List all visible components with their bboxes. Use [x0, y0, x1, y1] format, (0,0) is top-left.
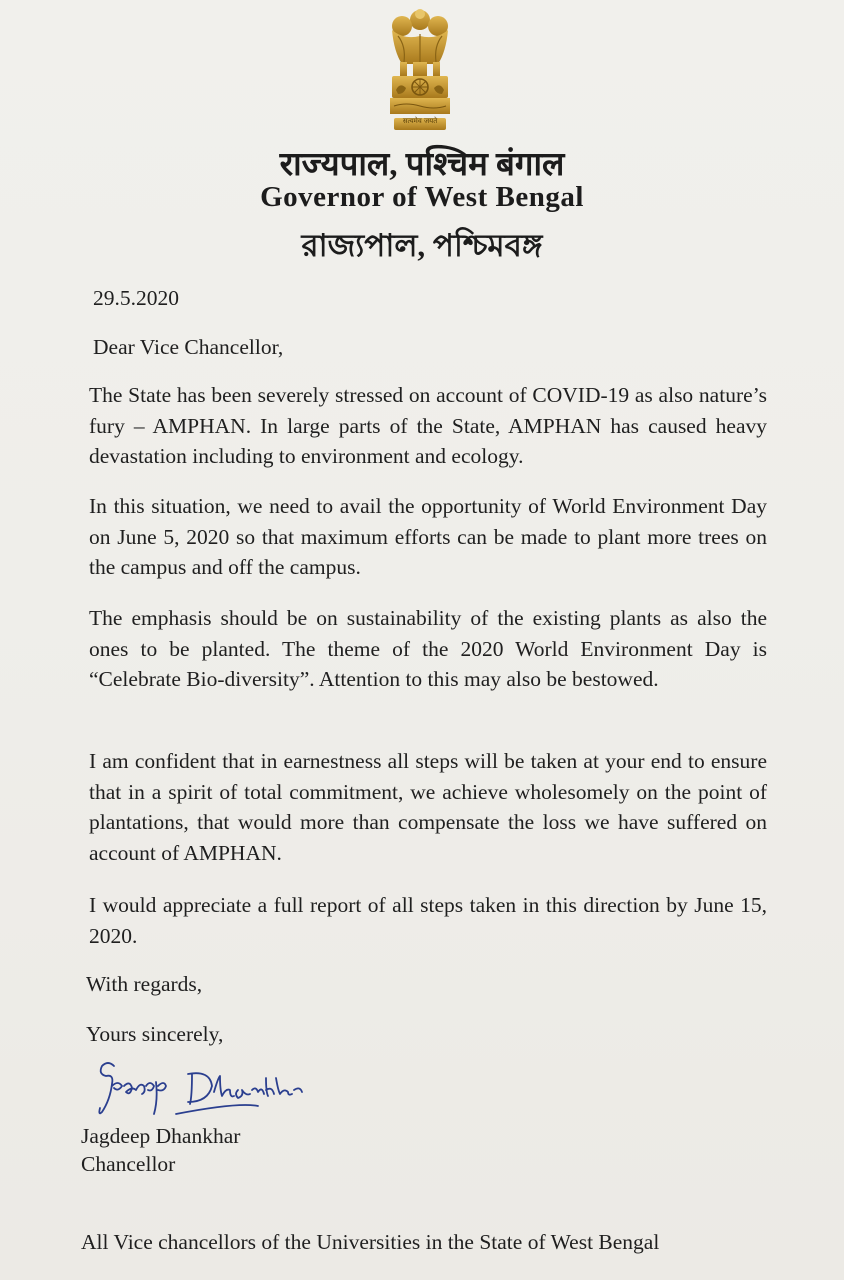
title-bengali: রাজ্যপাল, পশ্চিমবঙ্গ	[301, 228, 543, 263]
paragraph-5: I would appreciate a full report of all steps taken in this direction by June 15, 2020.	[89, 893, 767, 948]
paragraph-2: In this situation, we need to avail the opportunity of World Environment Day on June 5, 2020 so that maximum efforts can be made to plant more trees on the campus and off the campus.	[89, 494, 767, 580]
title-hindi: राज्यपाल, पश्चिम बंगाल	[279, 147, 565, 183]
paragraph-3: The emphasis should be on sustainability of the existing plants as also the ones to be planted. The theme of the 2020 World Environment Day is “Celebrate Bio-diversity”. Attention to this may also be bestowed.	[89, 606, 767, 692]
closing: Yours sincerely,	[86, 1022, 224, 1046]
signatory-name: Jagdeep Dhankhar	[81, 1124, 241, 1148]
signatory-title: Chancellor	[81, 1152, 176, 1176]
letter-date: 29.5.2020	[93, 286, 179, 310]
paragraph-4: I am confident that in earnestness all steps will be taken at your end to ensure that in a spirit of total commitment, we achieve wholesomely on the point of plantations, that would more than compensate the loss we have suffered on account of AMPHAN.	[89, 749, 767, 865]
salutation: Dear Vice Chancellor,	[93, 335, 284, 359]
signature-image	[88, 1056, 318, 1126]
regards: With regards,	[86, 972, 203, 996]
title-english: Governor of West Bengal	[260, 181, 584, 213]
emblem-motto: सत्यमेव जयते	[402, 117, 438, 125]
addressee: All Vice chancellors of the Universities in the State of West Bengal	[81, 1230, 660, 1254]
paragraph-1: The State has been severely stressed on account of COVID-19 as also nature’s fury – AMPHAN. In large parts of the State, AMPHAN has caused heavy devastation including to environment and ecology.	[89, 383, 767, 469]
